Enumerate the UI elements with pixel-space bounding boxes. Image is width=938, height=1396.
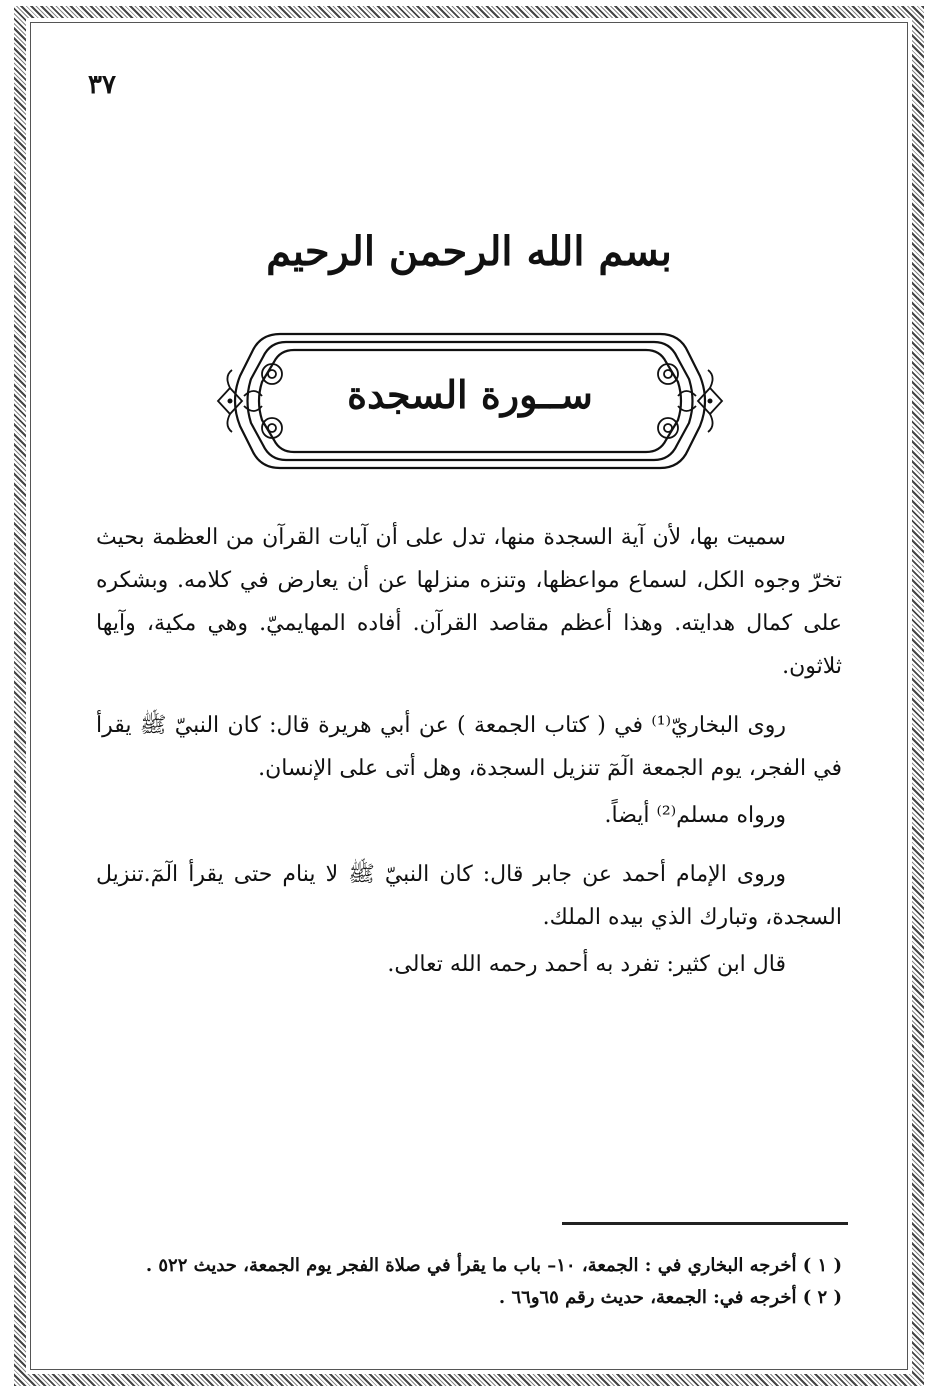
paragraph: ورواه مسلم⁽²⁾ أيضاً. bbox=[604, 803, 786, 828]
basmala-heading: بسم الله الرحمن الرحيم bbox=[266, 228, 672, 275]
paragraph: وروى الإمام أحمد عن جابر قال: كان النبيّ ﷺ لا ينام حتى يقرأ الٓمٓ.تنزيل السجدة، وتبارك الذي بيده الملك. bbox=[96, 862, 842, 930]
page-number: ٣٧ bbox=[88, 70, 116, 100]
footnote: ( ٢ ) أخرجه في: الجمعة، حديث رقم ٦٥و٦٦ . bbox=[498, 1287, 842, 1308]
paragraph: سميت بها، لأن آية السجدة منها، تدل على أن آيات القرآن من العظمة بحيث تخرّ وجوه الكل، لسماع مواعظها، وتنزه منزلها عن أن يعارض في كلامه. وبشكره على كمال هدايته. وهذا أعظم مقاصد القرآن. أفاده المهايميّ. وهي مكية، وآيها ثلاثون. bbox=[96, 525, 842, 679]
body-text bbox=[96, 516, 842, 1002]
footnote: ( ١ ) أخرجه البخاري في : الجمعة، ١٠– باب ما يقرأ في صلاة الفجر يوم الجمعة، حديث ٥٢٢ . bbox=[145, 1255, 842, 1276]
surah-title: ســورة السجدة bbox=[347, 372, 593, 417]
surah-title-cartouche bbox=[210, 326, 730, 476]
footnotes bbox=[100, 1250, 842, 1314]
footnote-separator bbox=[562, 1222, 848, 1225]
paragraph: روى البخاريّ⁽¹⁾ في ( كتاب الجمعة ) عن أبي هريرة قال: كان النبيّ ﷺ يقرأ في الفجر، يوم الجمعة الٓمٓ تنزيل السجدة، وهل أتى على الإنسان. bbox=[96, 713, 842, 781]
paragraph: قال ابن كثير: تفرد به أحمد رحمه الله تعالى. bbox=[387, 952, 786, 977]
